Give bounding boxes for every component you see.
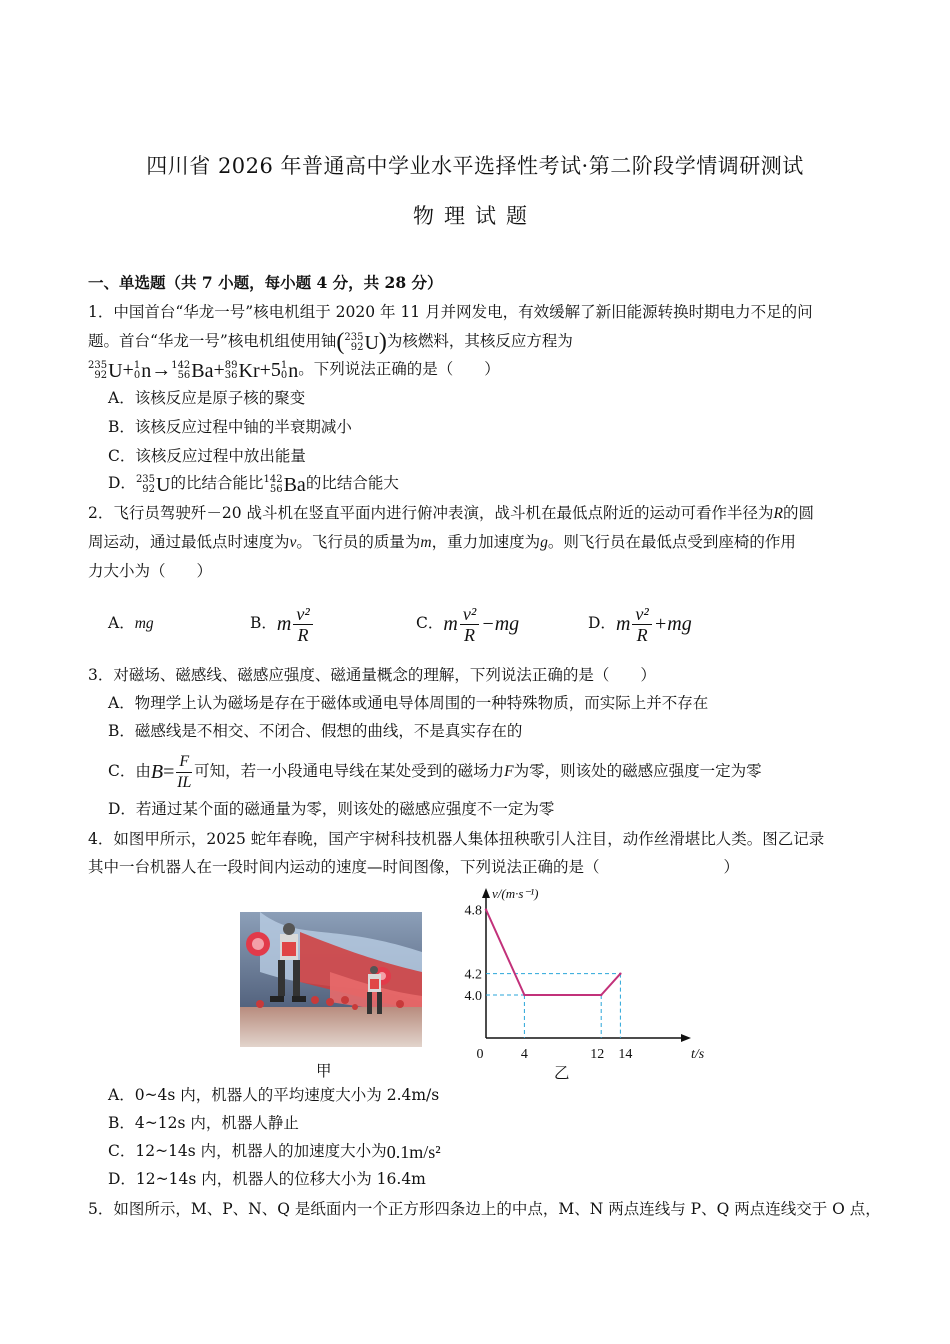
q1-line2: 题。首台“华龙一号”核电机组使用铀( 235 92 U)为核燃料，其核反应方程为 bbox=[88, 329, 573, 355]
y-tick-4.2: 4.2 bbox=[464, 967, 482, 983]
exam-title: 四川省 2026 年普通高中学业水平选择性考试·第二阶段学情调研测试 bbox=[146, 154, 804, 178]
section-heading: 一、单选题（共 7 小题，每小题 4 分，共 28 分） bbox=[88, 273, 443, 292]
q4-option-b[interactable]: B．4~12s 内，机器人静止 bbox=[108, 1114, 299, 1132]
q3-stem: 3．对磁场、磁感线、磁感应强度、磁通量概念的理解，下列说法正确的是（ ） bbox=[88, 666, 656, 684]
figure-label-jia: 甲 bbox=[316, 1062, 332, 1080]
figure-label-yi: 乙 bbox=[554, 1064, 570, 1082]
data-point-4 bbox=[523, 994, 525, 996]
robot-photo bbox=[240, 912, 422, 1047]
q4-option-c[interactable]: C．12~14s 内，机器人的加速度大小为0.1m/s² bbox=[108, 1142, 441, 1162]
q2-line2: 周运动，通过最低点时速度为v。飞行员的质量为m，重力加速度为g。则飞行员在最低点受到座椅的作用 bbox=[88, 533, 796, 551]
q2-option-d[interactable]: D．m $\frac{\text{v²}}{R}$ +mg bbox=[588, 603, 692, 645]
q4-line2: 其中一台机器人在一段时间内运动的速度—时间图像，下列说法正确的是（ ） bbox=[88, 858, 740, 876]
y-tick-4.0: 4.0 bbox=[464, 989, 482, 1004]
q3-option-d[interactable]: D．若通过某个面的磁通量为零，则该处的磁感应强度不一定为零 bbox=[108, 800, 555, 818]
velocity-time-chart bbox=[455, 880, 705, 1060]
x-tick-0: 0 bbox=[476, 1047, 484, 1060]
data-point-0 bbox=[485, 908, 487, 910]
q2-option-c[interactable]: C．m $\frac{\text{v²}}{R}$ −mg bbox=[416, 603, 520, 645]
data-point-14 bbox=[619, 972, 621, 974]
x-axis-label: t/s bbox=[691, 1047, 705, 1060]
q3-option-c[interactable]: C．由B= $\frac{F}{IL}$ 可知，若一小段通电导线在某处受到的磁场力F为零，则该处的磁感应强度一定为零 bbox=[108, 752, 762, 791]
y-axis-arrow bbox=[482, 888, 490, 898]
data-point-12 bbox=[600, 994, 602, 996]
uranium-nuclide: 235 92 U bbox=[344, 331, 379, 354]
q4-line1: 4．如图甲所示，2025 蛇年春晚，国产宇树科技机器人集体扭秧歌引人注目，动作丝滑堪比人类。图乙记录 bbox=[88, 830, 825, 848]
q2-option-a[interactable]: A．mg bbox=[108, 614, 154, 632]
q1-reaction-equation: 235 92 U+ 1 0 n→ 142 56 Ba+ 89 36 Kr+5 1 0 n。下列说法正确的是（ ） bbox=[88, 359, 500, 382]
y-tick-4.8: 4.8 bbox=[464, 903, 482, 919]
q4-option-a[interactable]: A．0~4s 内，机器人的平均速度大小为 2.4m/s bbox=[108, 1086, 440, 1104]
q1-option-c[interactable]: C．该核反应过程中放出能量 bbox=[108, 447, 306, 465]
q1-line2-end: 为核燃料，其核反应方程为 bbox=[386, 332, 573, 350]
robot-photo-illustration bbox=[240, 912, 422, 1047]
velocity-line bbox=[486, 910, 620, 995]
q1-line2-text: 题。首台“华龙一号”核电机组使用铀 bbox=[88, 332, 337, 350]
q5-line1: 5．如图所示，M、P、N、Q 是纸面内一个正方形四条边上的中点，M、N 两点连线与 P、Q 两点连线交于 O 点， bbox=[88, 1200, 881, 1218]
q3-option-b[interactable]: B．磁感线是不相交、不闭合、假想的曲线，不是真实存在的 bbox=[108, 722, 523, 740]
q1-question: 。下列说法正确的是（ ） bbox=[298, 360, 500, 378]
x-axis-arrow bbox=[681, 1034, 691, 1042]
x-tick-4: 4 bbox=[520, 1047, 528, 1060]
x-tick-14: 14 bbox=[618, 1047, 633, 1060]
q3-option-a[interactable]: A．物理学上认为磁场是存在于磁体或通电导体周围的一种特殊物质，而实际上并不存在 bbox=[108, 694, 709, 712]
exam-subject: 物理试题 bbox=[413, 204, 537, 228]
y-axis-label: v/(m·s⁻¹) bbox=[492, 886, 539, 901]
q1-option-d[interactable]: D． 235 92 U的比结合能比 142 56 Ba的比结合能大 bbox=[108, 473, 399, 496]
q2-line1: 2．飞行员驾驶歼－20 战斗机在竖直平面内进行俯冲表演，战斗机在最低点附近的运动可看作半径为R的圆 bbox=[88, 504, 814, 522]
q4-option-d[interactable]: D．12~14s 内，机器人的位移大小为 16.4m bbox=[108, 1170, 426, 1188]
q2-option-b[interactable]: B．m $\frac{\text{v²}}{R}$ bbox=[250, 598, 315, 649]
q1-line1: 1．中国首台“华龙一号”核电机组于 2020 年 11 月并网发电，有效缓解了新旧能源转换时期电力不足的问 bbox=[88, 303, 813, 321]
q1-option-a[interactable]: A．该核反应是原子核的聚变 bbox=[108, 389, 306, 407]
x-tick-12: 12 bbox=[590, 1047, 605, 1060]
q2-line3: 力大小为（ ） bbox=[88, 562, 213, 580]
q1-option-b[interactable]: B．该核反应过程中铀的半衰期减小 bbox=[108, 418, 352, 436]
